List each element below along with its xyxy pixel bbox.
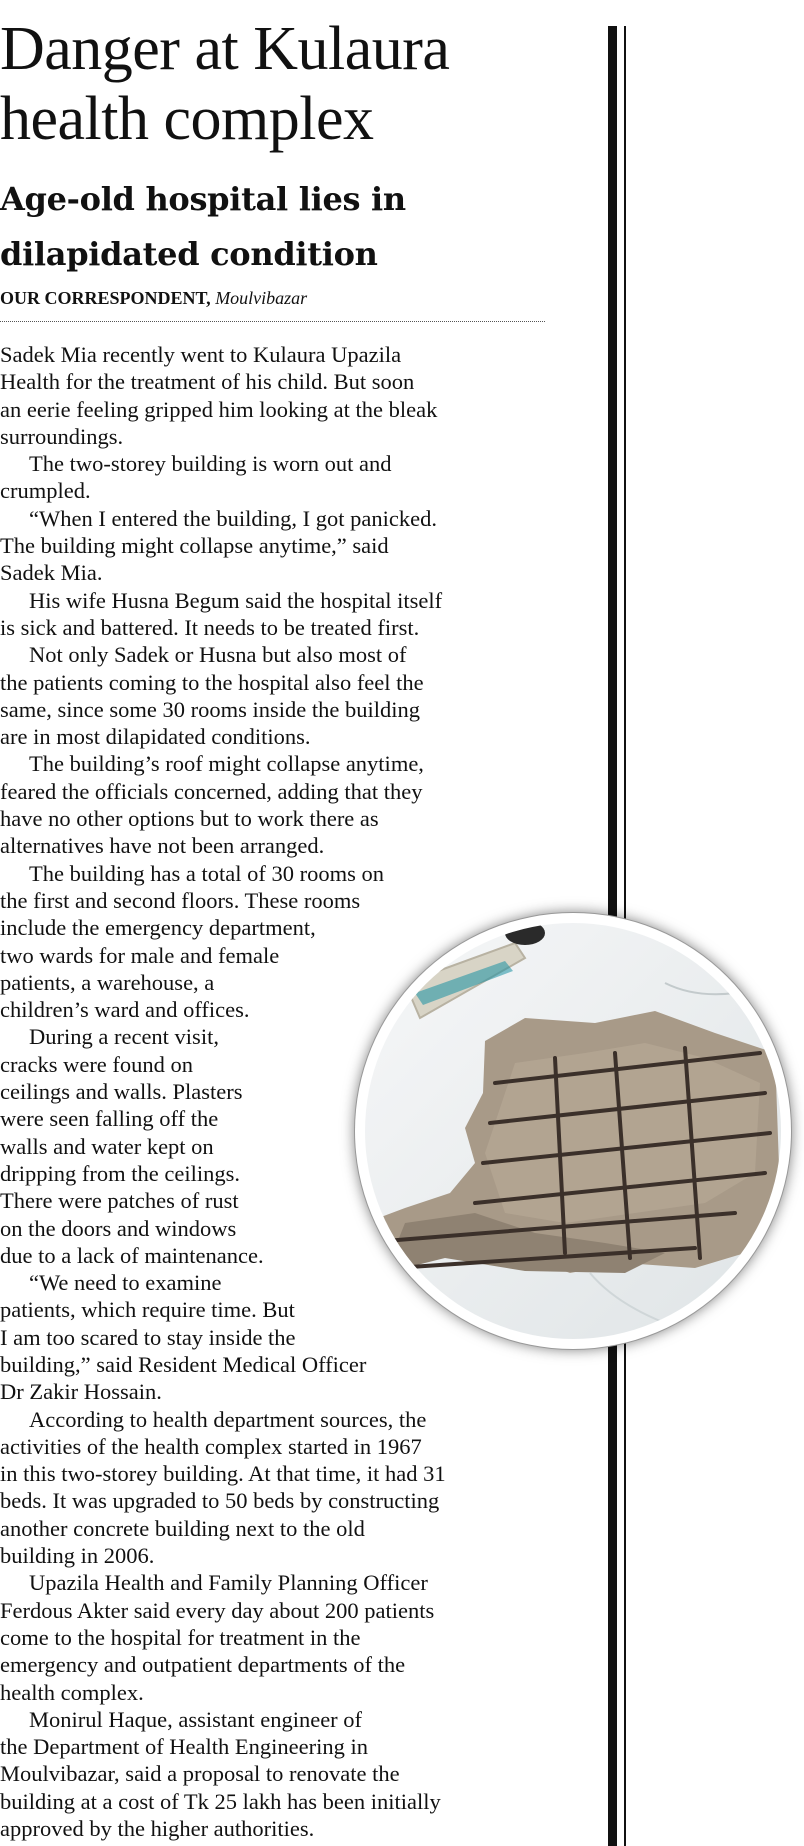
body-line: emergency and outpatient departments of the <box>0 1652 406 1678</box>
body-line: The building’s roof might collapse anytime, <box>29 751 424 777</box>
body-line: “When I entered the building, I got panicked. <box>29 505 437 531</box>
body-line: another concrete building next to the old <box>0 1515 365 1541</box>
body-line: due to a lack of maintenance. <box>0 1242 264 1268</box>
subheadline <box>0 172 560 282</box>
body-line: His wife Husna Begum said the hospital itself <box>29 587 443 613</box>
body-line: are in most dilapidated conditions. <box>0 724 311 750</box>
subheadline-line: Age-old hospital lies in <box>0 180 406 218</box>
photo-crumbling-ceiling <box>365 923 781 1339</box>
body-line: The two-storey building is worn out and <box>29 451 392 477</box>
byline <box>0 287 307 309</box>
body-line: There were patches of rust <box>0 1188 239 1214</box>
body-line: activities of the health complex started in 1967 <box>0 1433 422 1459</box>
body-line: the first and second floors. These rooms <box>0 887 361 913</box>
byline-location: Moulvibazar <box>215 288 308 308</box>
body-line: Sadek Mia recently went to Kulaura Upazila <box>0 342 402 367</box>
body-line: Upazila Health and Family Planning Officer <box>29 1570 428 1596</box>
body-line: Not only Sadek or Husna but also most of <box>29 642 407 668</box>
headline <box>0 14 600 154</box>
body-line: dripping from the ceilings. <box>0 1160 240 1186</box>
body-line: is sick and battered. It needs to be treated first. <box>0 614 420 640</box>
body-line: building in 2006. <box>0 1543 155 1569</box>
dotted-divider <box>0 321 545 322</box>
body-line: two wards for male and female <box>0 942 280 968</box>
body-line: building,” said Resident Medical Officer <box>0 1351 367 1377</box>
body-line: include the emergency department, <box>0 915 316 941</box>
subheadline-line: dilapidated condition <box>0 235 378 273</box>
body-line: on the doors and windows <box>0 1215 237 1241</box>
body-line: cracks were found on <box>0 1051 194 1077</box>
body-line: building at a cost of Tk 25 lakh has been initially <box>0 1788 441 1814</box>
body-line: have no other options but to work there as <box>0 806 379 832</box>
body-line: I am too scared to stay inside the <box>0 1324 296 1350</box>
body-line: an eerie feeling gripped him looking at the bleak <box>0 396 438 422</box>
body-line: same, since some 30 rooms inside the building <box>0 696 420 722</box>
body-line: in this two-storey building. At that time, it had 31 <box>0 1461 446 1487</box>
body-line: children’s ward and offices. <box>0 997 250 1023</box>
body-line: Moulvibazar, said a proposal to renovate the <box>0 1761 400 1787</box>
body-line: surroundings. <box>0 423 124 449</box>
body-line: Sadek Mia. <box>0 560 103 586</box>
body-line: were seen falling off the <box>0 1106 219 1132</box>
body-line: ceilings and walls. Plasters <box>0 1079 243 1105</box>
headline-line: health complex <box>0 85 374 153</box>
body-line: beds. It was upgraded to 50 beds by constructing <box>0 1488 440 1514</box>
body-line: Monirul Haque, assistant engineer of <box>29 1706 363 1732</box>
body-line: walls and water kept on <box>0 1133 214 1159</box>
body-line: Health for the treatment of his child. But soon <box>0 369 415 395</box>
body-line: alternatives have not been arranged. <box>0 833 325 859</box>
headline-line: Danger at Kulaura <box>0 15 450 83</box>
article-photo <box>355 913 791 1349</box>
body-line: Dr Zakir Hossain. <box>0 1379 162 1405</box>
body-line: According to health department sources, the <box>29 1406 427 1432</box>
body-line: During a recent visit, <box>29 1024 219 1050</box>
body-line: “We need to examine <box>29 1270 222 1296</box>
body-line: patients, a warehouse, a <box>0 969 215 995</box>
body-line: patients, which require time. But <box>0 1297 295 1323</box>
body-line: The building might collapse anytime,” said <box>0 533 389 559</box>
body-line: come to the hospital for treatment in the <box>0 1624 361 1650</box>
byline-author: OUR CORRESPONDENT, <box>0 288 211 308</box>
body-line: approved by the higher authorities. <box>0 1816 315 1842</box>
body-line: health complex. <box>0 1679 144 1705</box>
body-line: The building has a total of 30 rooms on <box>29 860 384 886</box>
body-line: the Department of Health Engineering in <box>0 1734 368 1760</box>
body-line: crumpled. <box>0 478 91 504</box>
body-line: the patients coming to the hospital also feel the <box>0 669 424 695</box>
body-line: Ferdous Akter said every day about 200 patients <box>0 1597 435 1623</box>
body-line: feared the officials concerned, adding that they <box>0 778 423 804</box>
